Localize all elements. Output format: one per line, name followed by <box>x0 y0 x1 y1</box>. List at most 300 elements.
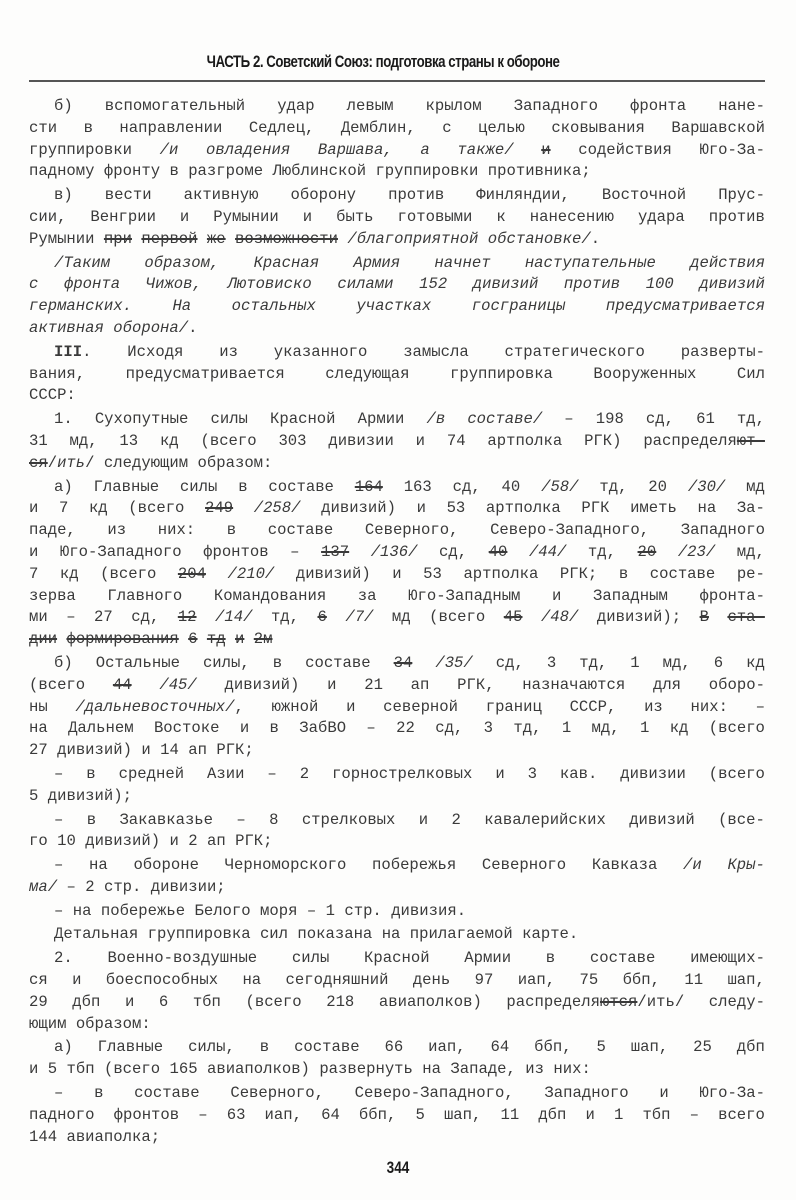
word <box>125 992 134 1014</box>
text-run: ап <box>206 832 226 851</box>
inserted-text: обстановке/ <box>487 229 591 248</box>
inserted-text: /58/ <box>541 477 579 496</box>
text-run: иметь <box>630 499 677 518</box>
word <box>630 96 686 118</box>
word <box>693 1037 712 1059</box>
text-line <box>29 1105 765 1127</box>
text-run: 1 <box>639 719 650 738</box>
text-run: показана <box>297 925 373 944</box>
text-run: границ <box>485 697 542 716</box>
text-run: мд <box>391 608 411 627</box>
text-run: Румынии <box>29 229 95 248</box>
text-run: Северного <box>481 856 567 875</box>
word <box>602 185 686 207</box>
word <box>119 431 138 453</box>
word <box>727 855 764 877</box>
struck-text: и <box>541 140 551 159</box>
text-run: направлении <box>119 118 223 137</box>
text-line <box>29 992 765 1014</box>
word <box>29 453 95 475</box>
word <box>372 855 456 877</box>
text-run: а) <box>54 1038 73 1057</box>
text-run: разгроме <box>188 162 264 181</box>
word <box>578 140 672 162</box>
word <box>278 431 306 453</box>
text-run: 5 <box>47 1060 58 1079</box>
text-run: на <box>381 925 401 944</box>
word <box>404 477 432 499</box>
word <box>457 675 494 697</box>
text-run: моря <box>260 901 298 920</box>
text-run: ап <box>188 741 207 760</box>
word <box>188 629 197 651</box>
text-run: составе <box>294 1038 360 1057</box>
word <box>272 697 319 719</box>
text-run: и <box>585 1105 595 1124</box>
text-run: 7 <box>58 499 69 518</box>
word <box>491 1037 510 1059</box>
text-run: составе <box>589 949 656 968</box>
text-run: обороне <box>133 856 199 875</box>
text-run: фронтов <box>113 1105 180 1124</box>
text-run: кав. <box>559 764 598 783</box>
text-run: в <box>169 162 179 181</box>
text-run: средней <box>118 764 185 783</box>
text-run: из <box>644 697 663 716</box>
text-run: Главного <box>107 586 183 605</box>
text-run: авиаполка; <box>66 1127 161 1146</box>
word <box>319 1059 413 1081</box>
word <box>29 385 76 407</box>
word <box>48 786 132 808</box>
text-run: сд, <box>439 542 468 561</box>
inserted-text: оборона/ <box>113 318 189 337</box>
word <box>101 901 185 923</box>
inserted-text: действия <box>690 253 765 272</box>
word <box>553 1059 590 1081</box>
text-run: Военно-воздушные <box>107 949 258 968</box>
text-run: а) <box>54 477 73 496</box>
word <box>681 520 765 542</box>
text-run: против <box>388 186 445 205</box>
text-run: тбп <box>642 1105 671 1124</box>
word <box>228 564 275 586</box>
word <box>522 924 578 946</box>
text-run: дбп <box>538 1105 567 1124</box>
word <box>29 992 48 1014</box>
text-run: 14 <box>160 741 179 760</box>
word <box>593 364 696 386</box>
struck-text: 204 <box>177 564 206 583</box>
text-run: (всего <box>708 719 765 738</box>
text-run: кд <box>59 564 79 583</box>
text-run: стрелковых <box>301 810 396 829</box>
word <box>541 607 578 629</box>
text-run: кд <box>159 431 179 450</box>
text-run: Западного <box>544 1084 629 1103</box>
word <box>700 607 709 629</box>
word <box>134 1083 200 1105</box>
word <box>358 409 405 431</box>
inserted-text: /35/ <box>435 653 473 672</box>
inserted-text: дивизий <box>699 275 765 294</box>
word <box>560 764 597 786</box>
text-run: и <box>169 832 179 851</box>
word <box>696 409 715 431</box>
word <box>277 96 314 118</box>
text-run: образом: <box>197 453 273 472</box>
text-line <box>29 274 765 296</box>
word <box>737 498 765 520</box>
word <box>678 542 715 564</box>
text-run: 198 <box>595 410 624 429</box>
word <box>488 229 600 251</box>
word <box>29 161 95 183</box>
text-run: дивизии <box>620 764 686 783</box>
text-run: Белого <box>194 901 251 920</box>
word <box>64 274 120 296</box>
text-run: силы <box>291 949 330 968</box>
text-run: – <box>54 856 64 875</box>
word <box>29 498 38 520</box>
word <box>57 740 132 762</box>
word <box>203 653 250 675</box>
word <box>127 342 183 364</box>
text-run: Дальнем <box>68 719 134 738</box>
text-run: тд, <box>736 410 765 429</box>
word <box>307 901 316 923</box>
word <box>200 431 256 453</box>
text-run: 13 <box>119 431 139 450</box>
word <box>54 342 91 364</box>
text-run: развернуть <box>319 1060 413 1079</box>
text-run: дивизий) <box>295 564 371 583</box>
word <box>496 653 524 675</box>
word <box>54 477 73 499</box>
inserted-text: /и <box>159 140 179 159</box>
word <box>216 740 253 762</box>
word <box>444 1105 481 1127</box>
word <box>66 1127 160 1149</box>
word <box>146 274 202 296</box>
inserted-text: а <box>420 140 430 159</box>
text-line <box>29 924 765 946</box>
text-run: в <box>86 764 96 783</box>
text-run: Финляндии, <box>476 186 570 205</box>
word <box>96 653 180 675</box>
text-line <box>29 1037 765 1059</box>
word <box>158 520 195 542</box>
text-run: следу- <box>708 992 765 1011</box>
text-run: 10 <box>57 832 76 851</box>
word <box>670 718 689 740</box>
word <box>29 274 38 296</box>
text-run: 3 <box>527 764 537 783</box>
text-run: – <box>66 877 76 896</box>
struck-text: 44 <box>112 675 132 694</box>
word <box>709 764 765 786</box>
text-run: фронтов <box>203 542 269 561</box>
word <box>435 718 463 740</box>
text-run: горнострелковых <box>332 764 473 783</box>
inserted-text: /30/ <box>687 477 726 496</box>
text-run: сд, <box>452 477 481 496</box>
page-number: 344 <box>386 1158 410 1177</box>
word <box>160 431 179 453</box>
text-run: 3 <box>483 719 494 738</box>
text-run: Западным <box>593 586 668 605</box>
text-run: (всего <box>103 1060 161 1079</box>
word <box>227 1105 246 1127</box>
text-run: составе <box>267 521 334 540</box>
word <box>504 607 523 629</box>
word <box>451 810 460 832</box>
text-run: 5 <box>415 1105 425 1124</box>
word <box>488 161 591 183</box>
word <box>505 342 645 364</box>
word <box>188 740 207 762</box>
word <box>104 877 141 899</box>
word <box>271 607 299 629</box>
word <box>709 992 765 1014</box>
inserted-text: /210/ <box>227 564 275 583</box>
text-run: составе <box>305 653 371 672</box>
text-line <box>29 901 765 923</box>
word <box>272 161 366 183</box>
text-run: Западе, <box>450 1060 516 1079</box>
text-line <box>29 653 765 675</box>
text-run: 2 <box>451 810 461 829</box>
word <box>254 253 320 275</box>
text-run: Армии <box>464 949 512 968</box>
word <box>426 96 482 118</box>
word <box>398 207 473 229</box>
word <box>95 409 189 431</box>
word <box>29 542 38 564</box>
header-divider <box>29 80 765 82</box>
text-run: (всего <box>245 992 302 1011</box>
word <box>727 970 764 992</box>
word <box>590 948 656 970</box>
text-line <box>29 185 765 207</box>
text-run: 63 <box>226 1105 246 1124</box>
inserted-text: /45/ <box>159 675 197 694</box>
word <box>345 607 373 629</box>
word <box>321 542 349 564</box>
word <box>107 586 182 608</box>
text-run: 25 <box>693 1038 712 1057</box>
text-run: Варшавской <box>671 118 765 137</box>
word <box>379 992 482 1014</box>
word <box>188 161 263 183</box>
text-run: силы, <box>202 653 250 672</box>
word <box>428 1037 465 1059</box>
text-run: 1 <box>630 653 640 672</box>
word <box>411 675 430 697</box>
text-run: . <box>590 229 601 248</box>
text-run: кавалерийских <box>484 810 606 829</box>
word <box>104 161 160 183</box>
word <box>29 318 104 340</box>
inserted-text: /в <box>426 410 446 429</box>
text-line <box>29 296 765 318</box>
text-line <box>29 675 765 697</box>
struck-text: при <box>103 229 132 248</box>
word <box>270 718 279 740</box>
text-run: мд <box>746 477 765 496</box>
text-line <box>29 607 765 629</box>
word <box>644 697 663 719</box>
text-run: тд, <box>599 477 628 496</box>
word <box>408 586 520 608</box>
text-run: 6 <box>713 653 724 672</box>
text-run: предусматривается <box>125 364 285 383</box>
text-run: сти <box>29 118 58 137</box>
text-run: тд, <box>587 542 616 561</box>
inserted-text: /136/ <box>370 542 418 561</box>
text-run: тд, <box>579 653 608 672</box>
word <box>98 1037 164 1059</box>
word <box>328 431 394 453</box>
word <box>699 1083 765 1105</box>
word <box>141 740 150 762</box>
text-run: имеющих- <box>690 949 765 968</box>
struck-text: 40 <box>488 542 508 561</box>
word <box>104 453 188 475</box>
text-run: Румынии <box>213 207 279 226</box>
text-run: ббп, <box>358 1105 397 1124</box>
word <box>653 675 681 697</box>
text-run: сд, <box>645 410 674 429</box>
word <box>417 498 426 520</box>
struck-text: ся <box>29 453 48 472</box>
text-run: 2 <box>299 764 310 783</box>
word <box>564 274 620 296</box>
word <box>291 185 357 207</box>
text-line <box>29 718 765 740</box>
text-run: – <box>755 697 765 716</box>
word <box>269 810 278 832</box>
text-run: крылом <box>425 97 482 115</box>
struck-text: В <box>699 608 709 627</box>
text-run: прилагаемой <box>409 925 513 944</box>
text-run: карте. <box>522 925 579 944</box>
word <box>579 653 607 675</box>
inserted-text: Красная <box>253 253 320 272</box>
word <box>66 629 178 651</box>
text-run: – <box>306 901 317 920</box>
text-run: иап, <box>517 971 556 990</box>
text-run: 11 <box>684 971 704 990</box>
text-run: противника; <box>487 162 591 181</box>
word <box>169 831 178 853</box>
word <box>105 96 245 118</box>
text-run: мд, <box>736 542 765 561</box>
word <box>648 477 667 499</box>
word <box>144 253 219 275</box>
text-run: северной <box>383 697 459 716</box>
word <box>544 1083 628 1105</box>
word <box>230 1083 324 1105</box>
text-run: стратегического <box>504 342 645 361</box>
word <box>29 718 48 740</box>
word <box>737 564 765 586</box>
text-run: Сухопутные <box>94 410 189 429</box>
word <box>570 697 617 719</box>
text-run: 27 <box>29 741 48 760</box>
word <box>347 96 394 118</box>
text-line <box>29 453 765 475</box>
text-line <box>29 586 765 608</box>
word <box>245 992 301 1014</box>
word <box>681 342 765 364</box>
word <box>131 607 159 629</box>
text-run: назначаются <box>522 675 626 694</box>
text-run: – <box>267 764 277 783</box>
text-run: составе <box>268 477 334 496</box>
word <box>296 564 371 586</box>
word <box>240 718 249 740</box>
text-run: – <box>54 764 64 783</box>
word <box>321 498 396 520</box>
text-run: зерва <box>29 586 76 605</box>
word <box>206 140 290 162</box>
word <box>94 477 160 499</box>
text-run: Кавказа <box>591 856 658 875</box>
text-run: составе <box>134 1084 200 1103</box>
word <box>89 855 108 877</box>
text-line <box>29 970 765 992</box>
word <box>72 992 100 1014</box>
text-run: / <box>85 453 95 472</box>
word <box>215 607 252 629</box>
inserted-text: 100 <box>645 275 674 294</box>
word <box>87 810 96 832</box>
word <box>232 296 316 318</box>
text-run: сил <box>259 925 289 944</box>
text-run: (всего <box>29 675 86 694</box>
text-run: распределя <box>506 992 600 1011</box>
word <box>180 207 189 229</box>
word <box>236 810 245 832</box>
word <box>327 675 336 697</box>
word <box>305 653 371 675</box>
word <box>718 810 765 832</box>
word <box>371 542 418 564</box>
word <box>59 498 68 520</box>
struck-text: 45 <box>503 608 523 627</box>
text-run: 144 <box>29 1127 58 1146</box>
word <box>29 1105 95 1127</box>
text-run: побережье <box>100 901 186 920</box>
text-run: них: <box>157 521 196 540</box>
text-run: Исходя <box>127 342 184 361</box>
text-run: дивизий) <box>85 832 161 851</box>
word <box>388 185 444 207</box>
word <box>640 718 649 740</box>
text-run: дбп <box>72 992 101 1011</box>
word <box>29 364 85 386</box>
text-run: Азии <box>207 764 245 783</box>
word <box>170 1059 198 1081</box>
text-line <box>29 740 765 762</box>
word <box>235 229 338 251</box>
word <box>366 718 375 740</box>
word <box>718 1105 765 1127</box>
text-run: в <box>238 477 248 496</box>
text-run: дивизий); <box>47 786 132 805</box>
inserted-text: участках <box>356 297 432 316</box>
